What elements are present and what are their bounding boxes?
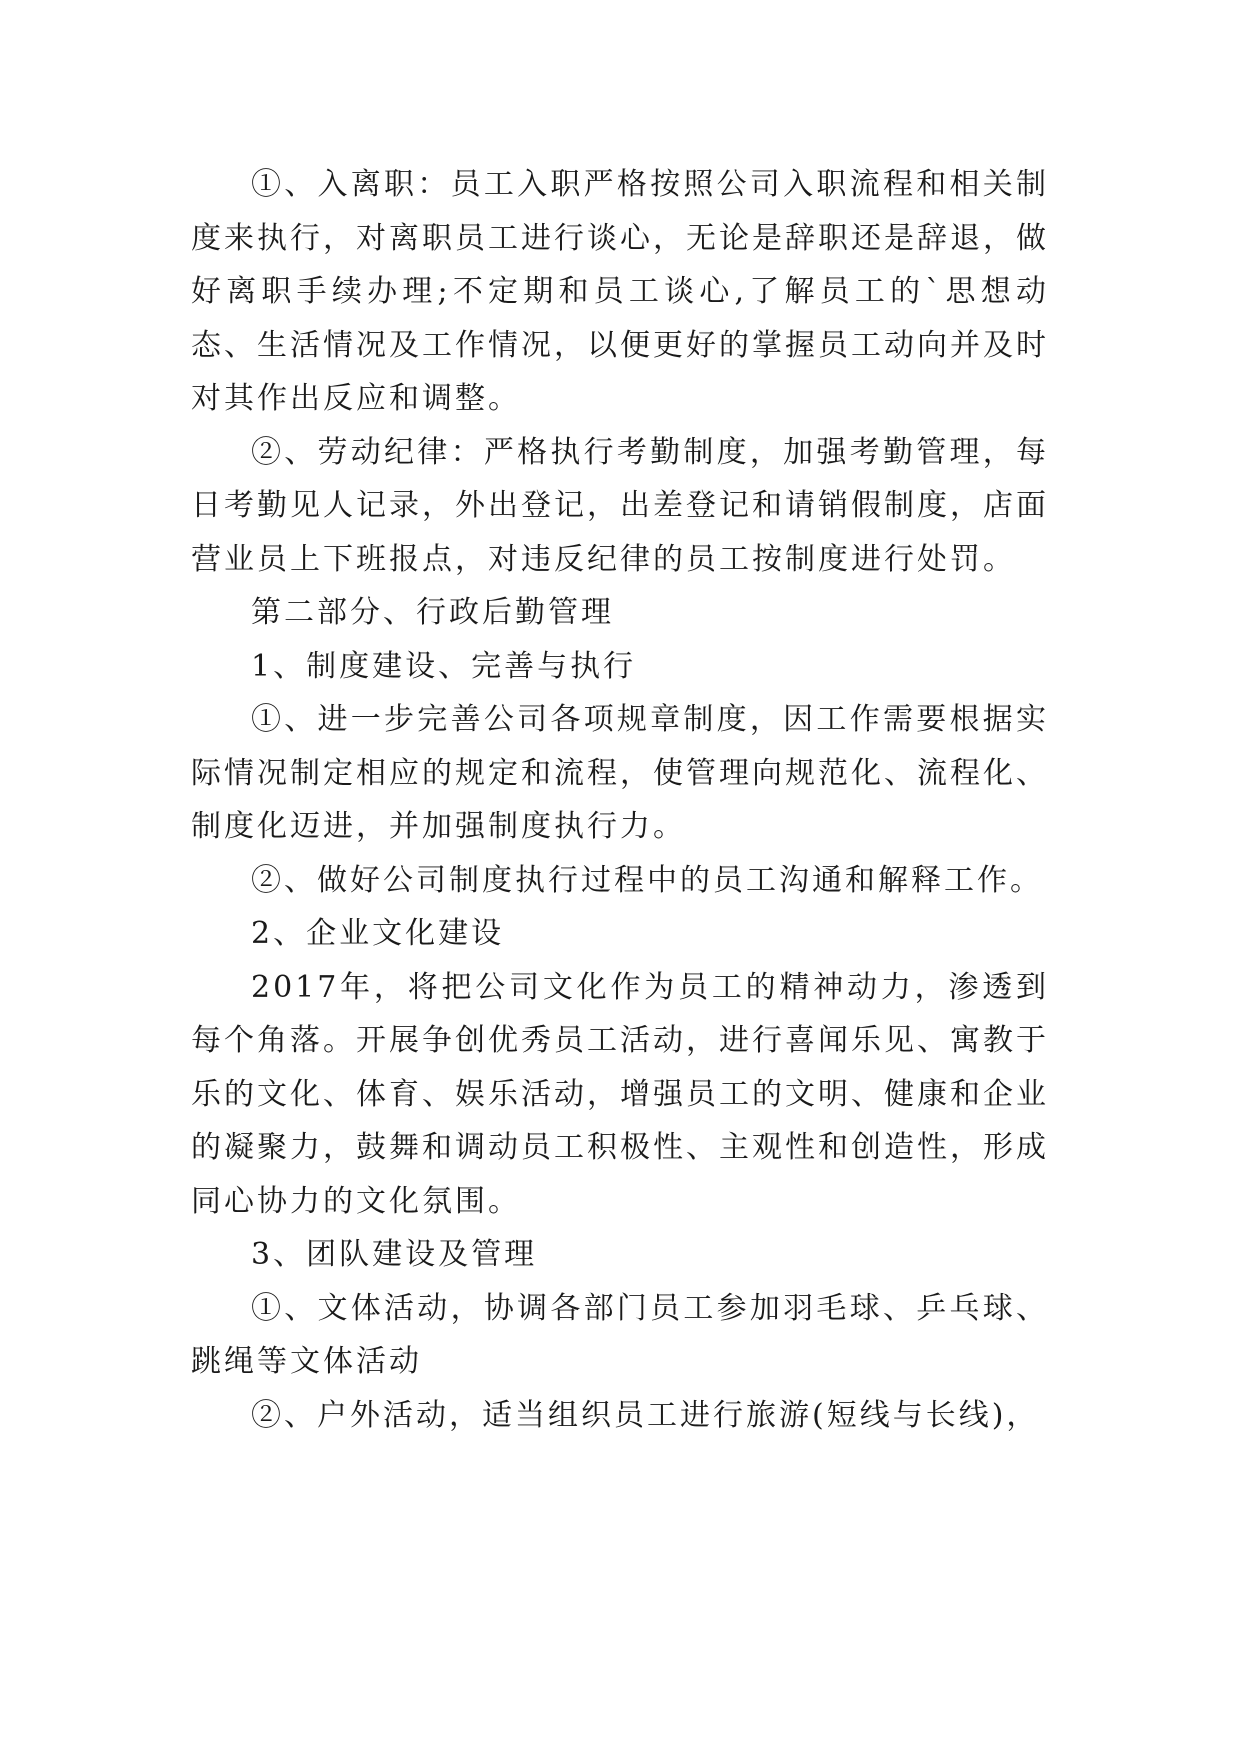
subheading-system-building: 1、制度建设、完善与执行 bbox=[251, 648, 637, 684]
paragraph-culture-plan: 2017年，将把公司文化作为员工的精神动力，渗透到每个角落。开展争创优秀员工活动，进行喜闻乐见、寓教于乐的文化、体育、娱乐活动，增强员工的文明、健康和企业的凝聚力，鼓舞和调动员工积极性、主观性和创造性，形成同心协力的文化氛围。 bbox=[191, 969, 1049, 1219]
paragraph-onboarding-offboarding: ①、入离职：员工入职严格按照公司入职流程和相关制度来执行，对离职员工进行谈心，无论是辞职还是辞退，做好离职手续办理;不定期和员工谈心,了解员工的`思想动态、生活情况及工作情况，以便更好的掌握员工动向并及时对其作出反应和调整。 bbox=[191, 167, 1049, 416]
paragraph-employee-communication: ②、做好公司制度执行过程中的员工沟通和解释工作。 bbox=[251, 862, 1043, 898]
subheading-team-building: 3、团队建设及管理 bbox=[251, 1237, 538, 1272]
paragraph-outdoor-activities: ②、户外活动，适当组织员工进行旅游(短线与长线)， bbox=[251, 1397, 1040, 1433]
paragraph-sports-activities: ①、文体活动，协调各部门员工参加羽毛球、乒乓球、跳绳等文体活动 bbox=[191, 1290, 1049, 1379]
section-heading-admin-logistics: 第二部分、行政后勤管理 bbox=[251, 595, 614, 630]
paragraph-improve-regulations: ①、进一步完善公司各项规章制度，因工作需要根据实际情况制定相应的规定和流程，使管理向规范化、流程化、制度化迈进，并加强制度执行力。 bbox=[191, 702, 1049, 844]
paragraph-labor-discipline: ②、劳动纪律：严格执行考勤制度，加强考勤管理，每日考勤见人记录，外出登记，出差登记和请销假制度，店面营业员上下班报点，对违反纪律的员工按制度进行处罚。 bbox=[191, 434, 1049, 577]
subheading-corporate-culture: 2、企业文化建设 bbox=[251, 916, 505, 951]
document-body bbox=[191, 158, 1049, 1442]
